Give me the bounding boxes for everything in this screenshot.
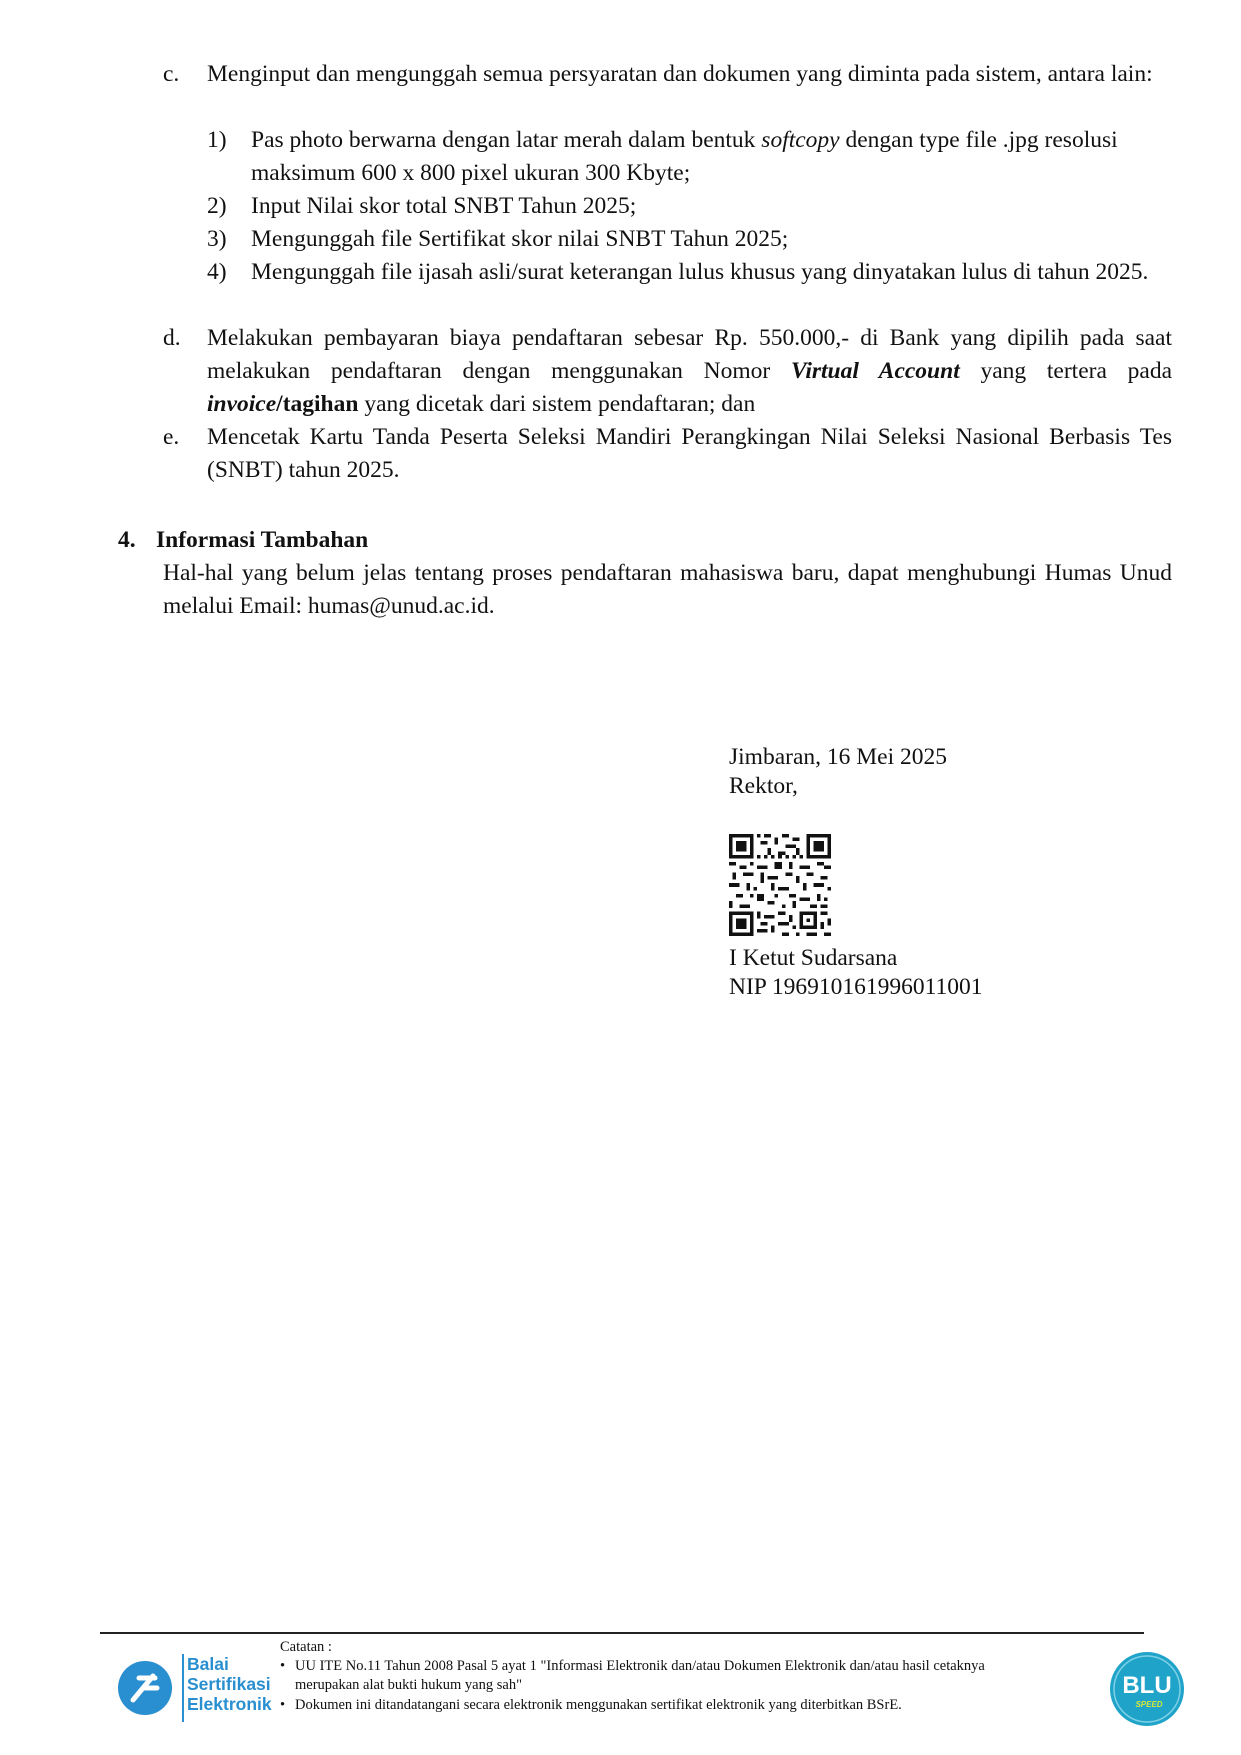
subitem-2-marker: 2) — [207, 193, 227, 219]
subitem-3-text: Mengunggah file Sertifikat skor nilai SNBT Tahun 2025; — [251, 226, 789, 252]
subitem-4-marker: 4) — [207, 259, 227, 285]
section-4-number: 4. — [118, 527, 136, 553]
footer-note-1-line-2: merupakan alat bukti hukum yang sah" — [295, 1677, 522, 1693]
footer-note-2: Dokumen ini ditandatangani secara elektronik menggunakan sertifikat elektronik yang diterbitkan BSrE. — [295, 1697, 902, 1713]
signer-name: I Ketut Sudarsana — [729, 945, 898, 971]
subitem-1-text: Pas photo berwarna dengan latar merah dalam bentuk softcopy dengan type file .jpg resolusi maksimum 600 x 800 pixel ukuran 300 Kbyte; — [251, 127, 1118, 186]
footer-catatan: Catatan : — [280, 1639, 332, 1655]
section-4-text: Hal-hal yang belum jelas tentang proses pendaftaran mahasiswa baru, dapat menghubungi Humas Unud melalui Email: humas@unud.ac.id. — [163, 560, 1172, 619]
tagihan-term: tagihan — [282, 391, 359, 417]
virtual-account-term: Virtual Account — [790, 358, 960, 384]
item-e-marker: e. — [163, 424, 180, 450]
subitem-1-marker: 1) — [207, 127, 227, 153]
item-e-text: Mencetak Kartu Tanda Peserta Seleksi Mandiri Perangkingan Nilai Seleksi Nasional Berbasis Tes (SNBT) tahun 2025. — [207, 424, 1172, 483]
section-4-heading: Informasi Tambahan — [156, 527, 369, 553]
signer-nip: NIP 196910161996011001 — [729, 974, 983, 1000]
subitem-4-text: Mengunggah file ijasah asli/surat keterangan lulus khusus yang dinyatakan lulus di tahun 2025. — [251, 259, 1149, 285]
invoice-term: invoice — [207, 391, 277, 417]
footer-bullet-1: • — [280, 1658, 286, 1674]
item-c-text: Menginput dan mengunggah semua persyaratan dan dokumen yang diminta pada sistem, antara lain: — [207, 61, 1153, 87]
bse-logo-text: Balai Sertifikasi Elektronik — [187, 1654, 272, 1714]
footer-divider — [100, 1632, 1144, 1634]
svg-text:BLU: BLU — [1122, 1672, 1172, 1699]
place-date: Jimbaran, 16 Mei 2025 — [729, 744, 947, 770]
softcopy-term: softcopy — [761, 127, 840, 153]
blu-speed-logo-icon — [1109, 1651, 1185, 1727]
item-d-text: Melakukan pembayaran biaya pendaftaran sebesar Rp. 550.000,- di Bank yang dipilih pada saat melakukan pendaftaran dengan menggunakan Nomor Virtual Account yang tertera pada invoice/tagihan yang dicetak dari sistem pendaftaran; dan — [207, 325, 1173, 417]
footer-note-1-line-1: UU ITE No.11 Tahun 2008 Pasal 5 ayat 1 "Informasi Elektronik dan/atau Dokumen Elektronik dan/atau hasil cetaknya — [295, 1658, 985, 1674]
footer-bullet-2: • — [280, 1697, 286, 1713]
item-c-marker: c. — [163, 61, 180, 87]
signer-title: Rektor, — [729, 773, 798, 799]
subitem-2-text: Input Nilai skor total SNBT Tahun 2025; — [251, 193, 637, 219]
qr-code-icon — [729, 834, 831, 936]
subitem-3-marker: 3) — [207, 226, 227, 252]
item-d-marker: d. — [163, 325, 181, 351]
svg-text:SPEED: SPEED — [1135, 1700, 1163, 1709]
